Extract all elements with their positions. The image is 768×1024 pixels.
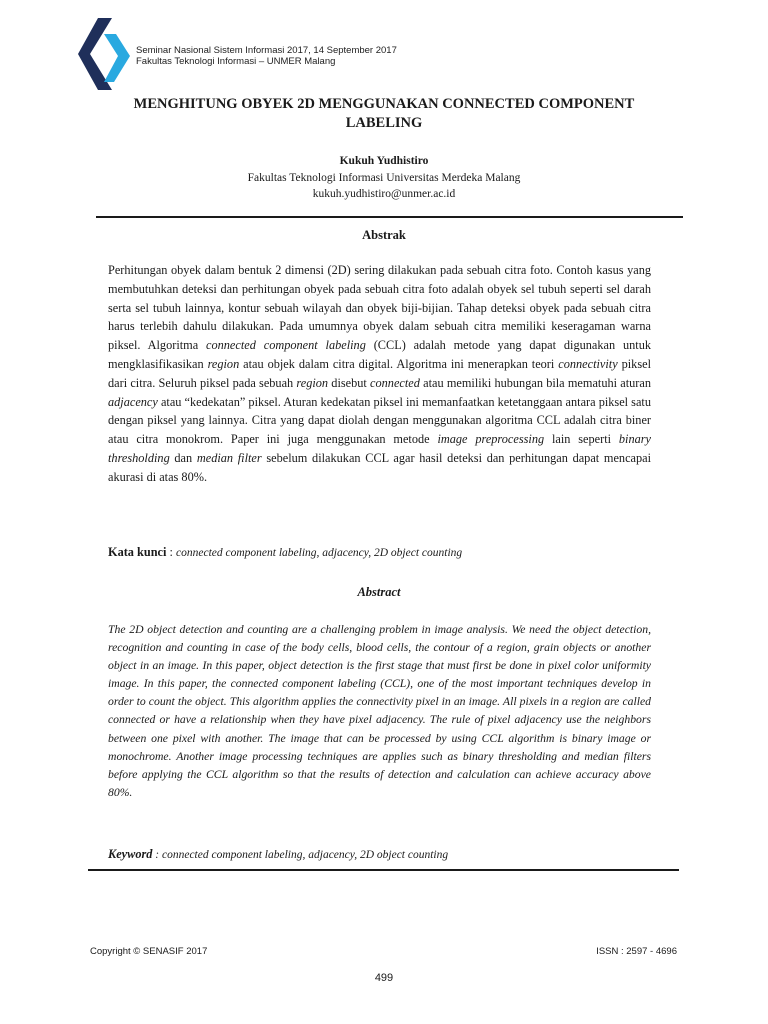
kata-kunci-separator: : <box>166 545 177 559</box>
abstract-body: The 2D object detection and counting are a challenging problem in image analysis. We need the object detection, recognition and counting in case of the body cells, blood cells, the contour of a region, grain objects or another object in an image. In this paper, object detection is the first stage that must first be done in pixel color uniformity image. In this paper, the connected component labeling (CCL), one of the most important techniques develop in order to count the object. This algorithm applies the connectivity pixel in an image. All pixels in a region are called connected or have a relationship when they have pixel adjacency. The rule of pixel adjacency use the neighbors between one pixel with another. The image that can be processed by using CCL algorithm is binary image or monochrome. Another image processing techniques are applies such as binary thresholding and median filters before applying the CCL algorithm so that the results of detection and calculation can achieve accuracy above 80%. <box>108 623 651 799</box>
abstrak-text: dan <box>169 450 197 465</box>
conference-header <box>136 45 397 67</box>
kata-kunci-terms: connected component labeling, adjacency, 2D object counting <box>176 547 463 559</box>
author-block <box>90 153 678 203</box>
abstrak-text: Perhitungan obyek dalam bentuk 2 dimensi (2D) sering dilakukan pada sebuah citra foto. Contoh kasus yang membutuhkan deteksi dan perhitungan obyek pada sebuah citra foto adalah obyek sel tubuh seperti sel darah serta sel tubuh lainnya, kontur sebuah wilayah dan obyek biji-bijian. Tahap deteksi obyek pada sebuah citra harus terlebih dahulu dilakukan. Pada umumnya obyek dalam sebuah citra memiliki keseragaman warna piksel. Algoritma <box>108 263 651 353</box>
logo-light-chevron <box>104 34 130 82</box>
kata-kunci-label: Kata kunci <box>108 545 167 559</box>
paper-title <box>90 95 678 133</box>
keyword-line <box>108 847 668 862</box>
abstrak-text: piksel dari citra. Seluruh piksel pada sebuah <box>108 356 651 390</box>
abstract-heading: Abstract <box>357 585 401 599</box>
abstrak-term: connected <box>370 375 420 390</box>
abstrak-text: atau objek dalam citra digital. Algoritma ini menerapkan teori <box>239 356 559 371</box>
keyword-label: Keyword <box>108 847 153 861</box>
abstrak-text: atau memiliki hubungan bila mematuhi aturan <box>419 375 651 390</box>
abstrak-term: adjacency <box>108 394 158 409</box>
conference-line-1: Seminar Nasional Sistem Informasi 2017, 14 September 2017 <box>136 45 397 56</box>
issn: ISSN : 2597 - 4696 <box>596 946 677 957</box>
copyright: Copyright © SENASIF 2017 <box>90 946 208 957</box>
abstrak-term: median filter <box>196 450 262 465</box>
abstrak-text: disebut <box>328 375 371 390</box>
abstrak-term: image preprocessing <box>437 432 545 447</box>
paper-title-line-1: MENGHITUNG OBYEK 2D MENGGUNAKAN CONNECTED COMPONENT <box>133 96 635 112</box>
abstrak-term: connectivity <box>558 356 618 371</box>
abstrak-term: binary thresholding <box>108 432 651 465</box>
keyword-terms: : connected component labeling, adjacency, 2D object counting <box>152 849 449 861</box>
abstrak-text: lain seperti <box>544 432 619 447</box>
abstrak-term: region <box>296 375 329 390</box>
author-name: Kukuh Yudhistiro <box>339 155 429 167</box>
abstrak-text: sebelum dilakukan CCL agar hasil deteksi dan perhitungan dapat mencapai akurasi di atas 80%. <box>108 450 652 484</box>
top-divider <box>96 216 683 218</box>
kata-kunci <box>108 545 668 560</box>
author-affiliation: Fakultas Teknologi Informasi Universitas Merdeka Malang <box>247 171 521 184</box>
paper-title-line-2: LABELING <box>345 115 423 131</box>
senasif-logo <box>78 18 130 90</box>
abstrak-body <box>108 261 651 487</box>
abstrak-heading: Abstrak <box>362 228 406 242</box>
page-number: 499 <box>374 972 394 984</box>
abstrak-text: atau “kedekatan” piksel. Aturan kedekatan piksel ini memanfaatkan ketetanggaan antara piksel satu dengan piksel yang lainnya. Citra yang dapat diolah dengan menggunakan algoritma CCL adalah citra biner atau citra monokrom. Paper ini juga menggunakan metode <box>108 394 651 447</box>
abstrak-term: connected component labeling <box>206 338 366 353</box>
bottom-divider <box>88 869 679 871</box>
author-email: kukuh.yudhistiro@unmer.ac.id <box>312 188 456 200</box>
abstrak-text: (CCL) adalah metode yang dapat digunakan untuk mengklasifikasikan <box>108 338 651 371</box>
abstrak-term: region <box>207 356 240 371</box>
conference-line-2: Fakultas Teknologi Informasi – UNMER Malang <box>136 56 336 67</box>
